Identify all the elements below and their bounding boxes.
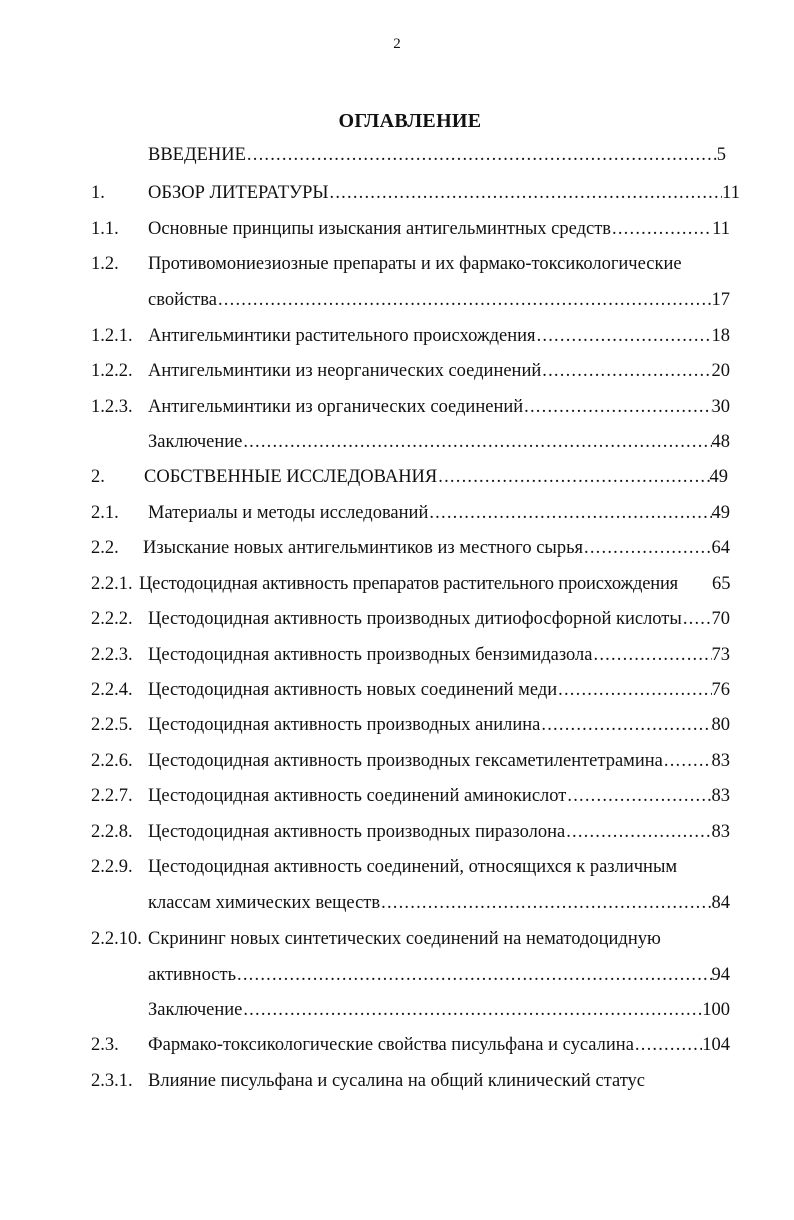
toc-leader-dots (634, 1030, 702, 1060)
toc-entry-text: Цестодоцидная активность соединений аминокислот (148, 786, 567, 806)
toc-leader-dots (566, 781, 711, 811)
toc-entry-page: 65 (712, 574, 731, 594)
toc-leader-dots (242, 427, 711, 457)
toc-entry-text: Заключение (148, 432, 243, 452)
toc-entry-page: 5 (716, 145, 726, 165)
toc-entry-page: 83 (711, 751, 730, 771)
toc-entry-number: 2.2.4. (91, 680, 133, 700)
toc-entry (0, 498, 794, 528)
toc-entry-text: ОБЗОР ЛИТЕРАТУРЫ (148, 183, 329, 203)
toc-leader-dots (682, 604, 712, 634)
toc-entry-text: Влияние писульфана и сусалина на общий клинический статус (148, 1071, 645, 1091)
toc-entry-number: 2.2.7. (91, 786, 133, 806)
toc-entry-number: 2.3.1. (91, 1071, 133, 1091)
toc-entry-page: 73 (711, 645, 730, 665)
toc-entry-page: 70 (711, 609, 730, 629)
toc-entry-text: Цестодоцидная активность препаратов растительного происхождения (139, 574, 678, 594)
toc-entry-text: Цестодоцидная активность производных гексаметилентетрамина (148, 751, 663, 771)
toc-entry (0, 356, 794, 386)
toc-entry-page: 17 (711, 290, 730, 310)
toc-entry-text: Скрининг новых синтетических соединений на нематодоцидную (148, 929, 661, 949)
toc-entry-text: ВВЕДЕНИЕ (148, 145, 246, 165)
toc-leader-dots (540, 710, 711, 740)
toc-leader-dots (246, 140, 717, 170)
toc-entry (0, 960, 794, 990)
toc-entry-text: активность (148, 965, 237, 985)
toc-entry-page: 48 (711, 432, 730, 452)
toc-entry-text: Цестодоцидная активность новых соединений меди (148, 680, 558, 700)
toc-entry (0, 888, 794, 918)
toc-leader-dots (663, 746, 712, 776)
toc-entry-text: Заключение (148, 1000, 243, 1020)
toc-entry-number: 2.2.8. (91, 822, 133, 842)
toc-title: ОГЛАВЛЕНИЕ (338, 110, 482, 132)
toc-entry-page: 83 (711, 822, 730, 842)
toc-entry-number: 1. (91, 183, 105, 203)
toc-entry-text: Антигельминтики из органических соединений (148, 397, 524, 417)
toc-entry-text: Цестодоцидная активность производных бензимидазола (148, 645, 593, 665)
toc-entry-number: 1.2. (91, 254, 119, 274)
toc-entry-number: 2.2.10. (91, 929, 142, 949)
toc-entry-page: 49 (709, 467, 728, 487)
toc-entry-number: 2.2.9. (91, 857, 133, 877)
toc-entry-text: Цестодоцидная активность производных анилина (148, 715, 541, 735)
toc-entry (0, 1066, 794, 1096)
toc-entry-text: Основные принципы изыскания антигельминтных средств (148, 219, 612, 239)
toc-entry (0, 249, 794, 279)
toc-entry (0, 462, 794, 492)
toc-entry-text: СОБСТВЕННЫЕ ИССЛЕДОВАНИЯ (144, 467, 438, 487)
toc-entry (0, 178, 794, 208)
toc-entry-page: 94 (711, 965, 730, 985)
toc-entry-text: Цестодоцидная активность соединений, относящихся к различным (148, 857, 678, 877)
toc-entry-number: 2.2.2. (91, 609, 133, 629)
toc-entry-text: свойства (148, 290, 217, 310)
toc-entry (0, 1030, 794, 1060)
toc-leader-dots (565, 817, 711, 847)
toc-entry (0, 321, 794, 351)
toc-entry-introduction (0, 140, 794, 170)
toc-entry (0, 852, 794, 882)
toc-entry (0, 675, 794, 705)
toc-entry-page: 64 (711, 538, 730, 558)
toc-entry (0, 604, 794, 634)
toc-entry (0, 569, 794, 599)
toc-entry (0, 427, 794, 457)
toc-entry-number: 1.2.2. (91, 361, 133, 381)
toc-leader-dots (329, 178, 723, 208)
toc-entry-text: Изыскание новых антигельминтиков из местного сырья (143, 538, 584, 558)
toc-entry (0, 924, 794, 954)
toc-entry-text: классам химических веществ (148, 893, 381, 913)
toc-entry-text: Противомониезиозные препараты и их фармако-токсикологические (148, 254, 682, 274)
toc-entry-number: 2.1. (91, 503, 119, 523)
toc-entry (0, 392, 794, 422)
toc-leader-dots (217, 285, 712, 315)
toc-entry-number: 2.2.5. (91, 715, 133, 735)
toc-entry-text: Цестодоцидная активность производных дитиофосфорной кислоты (148, 609, 682, 629)
toc-entry-page: 18 (711, 326, 730, 346)
toc-leader-dots (437, 462, 709, 492)
toc-entry-page: 49 (711, 503, 730, 523)
toc-entry-number: 1.2.3. (91, 397, 133, 417)
toc-entry-page: 11 (712, 219, 730, 239)
toc-entry-text: Цестодоцидная активность производных пиразолона (148, 822, 566, 842)
toc-entry-page: 20 (711, 361, 730, 381)
toc-leader-dots (236, 960, 711, 990)
toc-entry-number: 2.2. (91, 538, 119, 558)
toc-entry-text: Материалы и методы исследований (148, 503, 429, 523)
toc-entry (0, 640, 794, 670)
toc-entry-page: 84 (711, 893, 730, 913)
toc-entry (0, 781, 794, 811)
toc-entry-page: 76 (711, 680, 730, 700)
toc-entry-number: 2.2.3. (91, 645, 133, 665)
toc-entry (0, 214, 794, 244)
toc-entry-text: Антигельминтики растительного происхождения (148, 326, 536, 346)
toc-entry-number: 2.2.1. (91, 574, 133, 594)
toc-entry-page: 104 (702, 1035, 730, 1055)
toc-entry-number: 1.1. (91, 219, 119, 239)
toc-entry-text: Антигельминтики из неорганических соединений (148, 361, 542, 381)
toc-entry (0, 285, 794, 315)
toc-entry-page: 80 (711, 715, 730, 735)
toc-leader-dots (242, 995, 702, 1025)
toc-leader-dots (428, 498, 711, 528)
toc-leader-dots (593, 640, 712, 670)
toc-entry-number: 1.2.1. (91, 326, 133, 346)
toc-entry (0, 817, 794, 847)
toc-entry (0, 746, 794, 776)
toc-entry (0, 533, 794, 563)
toc-leader-dots (523, 392, 711, 422)
toc-entry-page: 30 (711, 397, 730, 417)
toc-entry-number: 2. (91, 467, 105, 487)
toc-leader-dots (536, 321, 712, 351)
toc-entry-text: Фармако-токсикологические свойства писульфана и сусалина (148, 1035, 634, 1055)
toc-entry (0, 710, 794, 740)
toc-entry-number: 2.3. (91, 1035, 119, 1055)
toc-entry-number: 2.2.6. (91, 751, 133, 771)
toc-leader-dots (380, 888, 711, 918)
page-number: 2 (393, 36, 401, 52)
toc-entry-page: 83 (711, 786, 730, 806)
toc-entry-page: 100 (702, 1000, 730, 1020)
toc-leader-dots (541, 356, 711, 386)
toc-entry-page: 11 (722, 183, 740, 203)
toc-leader-dots (583, 533, 711, 563)
toc-leader-dots (557, 675, 711, 705)
toc-leader-dots (611, 214, 712, 244)
toc-entry (0, 995, 794, 1025)
